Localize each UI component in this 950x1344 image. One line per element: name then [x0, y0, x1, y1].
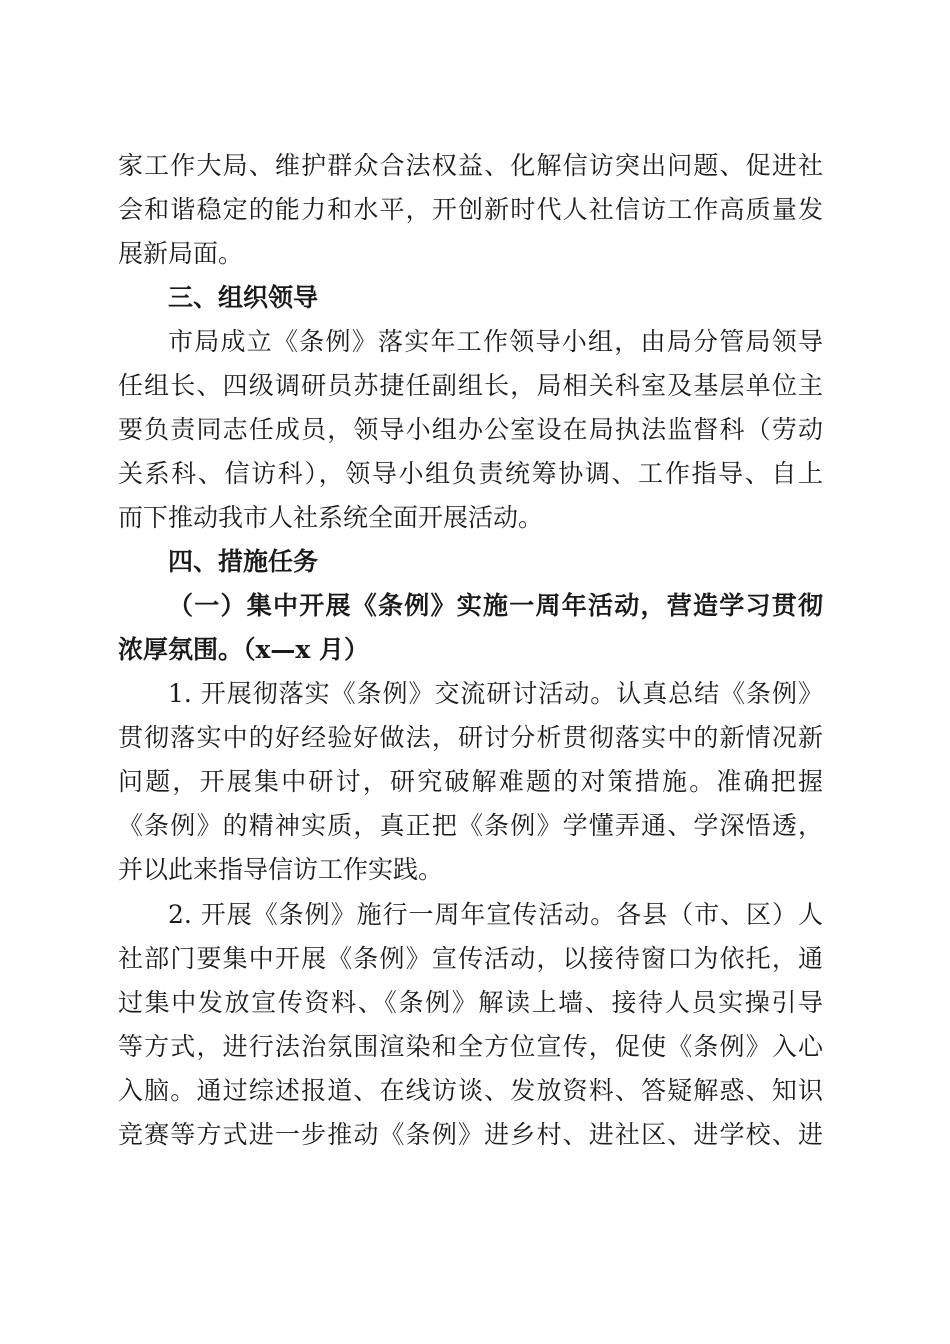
paragraph-line: 会和谐稳定的能力和水平，开创新时代人社信访工作高质量发 [118, 195, 823, 224]
paragraph-line: 问题，开展集中研讨，研究破解难题的对策措施。准确把握 [118, 767, 823, 796]
paragraph-line: 展新局面。 [118, 239, 244, 268]
paragraph-line: 并以此来指导信访工作实践。 [118, 855, 444, 884]
paragraph-line: 等方式，进行法治氛围渲染和全方位宣传，促使《条例》入心 [118, 1032, 823, 1061]
paragraph-line: 入脑。通过综述报道、在线访谈、发放资料、答疑解惑、知识 [118, 1076, 823, 1105]
paragraph-line: 市局成立《条例》落实年工作领导小组，由局分管局领导 [168, 327, 823, 356]
paragraph-line: 2. 开展《条例》施行一周年宣传活动。各县（市、区）人 [168, 900, 823, 929]
section-heading-measures: 四、措施任务 [168, 547, 319, 576]
subsection-heading: 浓厚氛围。（x—x 月） [118, 635, 370, 664]
paragraph-line: 贯彻落实中的好经验好做法，研讨分析贯彻落实中的新情况新 [118, 723, 823, 752]
section-heading-organization: 三、组织领导 [168, 283, 319, 312]
subsection-heading: （一）集中开展《条例》实施一周年活动，营造学习贯彻 [168, 591, 823, 620]
paragraph-line: 《条例》的精神实质，真正把《条例》学懂弄通、学深悟透， [118, 811, 823, 840]
paragraph-line: 家工作大局、维护群众合法权益、化解信访突出问题、促进社 [118, 151, 823, 180]
paragraph-line: 而下推动我市人社系统全面开展活动。 [118, 503, 544, 532]
paragraph-line: 1. 开展彻落实《条例》交流研讨活动。认真总结《条例》 [168, 679, 823, 708]
paragraph-line: 关系科、信访科），领导小组负责统筹协调、工作指导、自上 [118, 459, 823, 488]
paragraph-line: 要负责同志任成员，领导小组办公室设在局执法监督科（劳动 [118, 415, 823, 444]
paragraph-line: 任组长、四级调研员苏捷任副组长，局相关科室及基层单位主 [118, 371, 823, 400]
paragraph-line: 社部门要集中开展《条例》宣传活动，以接待窗口为依托，通 [118, 944, 823, 973]
paragraph-line: 竞赛等方式进一步推动《条例》进乡村、进社区、进学校、进 [118, 1120, 823, 1149]
paragraph-line: 过集中发放宣传资料、《条例》解读上墙、接待人员实操引导 [118, 988, 823, 1017]
